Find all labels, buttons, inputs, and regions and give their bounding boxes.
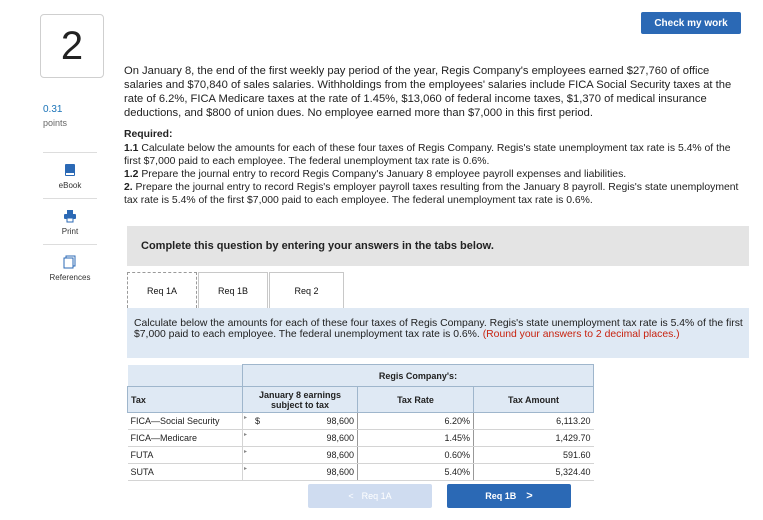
earnings-input[interactable]: ▸ 98,600 [243, 464, 358, 481]
ebook-button[interactable] [43, 152, 97, 197]
book-icon [63, 163, 77, 177]
required-item: 1.2 Prepare the journal entry to record Regis Company's January 8 employee payroll expenses and liabilities. [124, 169, 627, 180]
tax-rate-input[interactable]: 0.60% [358, 447, 474, 464]
tax-table [127, 364, 594, 481]
earnings-input[interactable]: ▸ 98,600 [243, 447, 358, 464]
table-title: Regis Company's: [243, 365, 594, 387]
required-item: 2. Prepare the journal entry to record Regis's employer payroll taxes resulting from the January 8 payroll. Regis's state unemployment tax rate is 5.4% of the first $7,000 paid to each employee. The federal unemployment tax rate is 0.6%. [124, 182, 739, 206]
table-row [128, 464, 594, 481]
table-row [128, 430, 594, 447]
prev-tab-label: Req 1A [361, 491, 392, 501]
references-button[interactable] [43, 244, 97, 289]
next-tab-button[interactable] [447, 484, 571, 508]
earnings-input[interactable]: ▸ 98,600 [243, 430, 358, 447]
header-earnings: January 8 earnings subject to tax [243, 387, 358, 413]
tab-req-1a[interactable]: Req 1A [127, 272, 197, 308]
header-rate: Tax Rate [358, 387, 474, 413]
next-tab-label: Req 1B [485, 491, 517, 501]
question-number: 2 [40, 14, 104, 78]
header-tax: Tax [128, 387, 243, 413]
required-section [124, 128, 746, 207]
check-my-work-button[interactable]: Check my work [641, 12, 741, 34]
tab-bar [127, 272, 345, 308]
chevron-left-icon: < [348, 491, 354, 501]
earnings-input[interactable]: ▸ $ 98,600 [243, 413, 358, 430]
table-row [128, 447, 594, 464]
tax-amount: 1,429.70 [474, 430, 594, 447]
tax-name: FICA—Social Security [128, 413, 243, 430]
tab-req-2[interactable]: Req 2 [269, 272, 344, 308]
tax-rate-input[interactable]: 1.45% [358, 430, 474, 447]
required-heading: Required: [124, 129, 173, 140]
tax-name: FUTA [128, 447, 243, 464]
question-text: On January 8, the end of the first weekly pay period of the year, Regis Company's employees earned $27,760 of office salaries and $70,840 of sales salaries. Withholdings from the employees' salaries include FICA Social Security taxes at the rate of 6.2%, FICA Medicare taxes at the rate of 1.45%, $13,060 of federal income taxes, $1,370 of medical insurance deductions, and $800 of union dues. No employee earned more than $7,000 in this first period. [124, 65, 732, 119]
prev-tab-button[interactable] [308, 484, 432, 508]
table-row [128, 413, 594, 430]
instruction-text: Calculate below the amounts for each of these four taxes of Regis Company. Regis's state unemployment tax rate is 5.4% of the first $7,000 paid to each employee. The federal unemployment tax rate is 0.6%. [134, 318, 743, 341]
chevron-right-icon: > [526, 490, 533, 502]
ebook-label: eBook [58, 181, 82, 190]
tax-name: FICA—Medicare [128, 430, 243, 447]
dollar-sign: $ [255, 416, 261, 426]
tax-rate-input[interactable]: 6.20% [358, 413, 474, 430]
instruction-panel [127, 308, 749, 358]
points-label: points [43, 118, 68, 128]
tax-amount: 6,113.20 [474, 413, 594, 430]
header-amount: Tax Amount [474, 387, 594, 413]
rounding-note: (Round your answers to 2 decimal places.) [482, 329, 680, 341]
tax-amount: 591.60 [474, 447, 594, 464]
tax-name: SUTA [128, 464, 243, 481]
printer-icon [63, 209, 77, 223]
complete-question-banner: Complete this question by entering your answers in the tabs below. [127, 226, 749, 266]
references-label: References [49, 273, 91, 282]
tax-rate-input[interactable]: 5.40% [358, 464, 474, 481]
print-button[interactable] [43, 198, 97, 243]
required-item: 1.1 Calculate below the amounts for each of these four taxes of Regis Company. Regis's state unemployment tax rate is 5.4% of the first $7,000 paid to each employee. The federal unemployment tax rate is 0.6%. [124, 143, 731, 167]
references-icon [63, 255, 77, 269]
points-value: 0.31 [43, 104, 63, 115]
tax-amount: 5,324.40 [474, 464, 594, 481]
tab-req-1b[interactable]: Req 1B [198, 272, 268, 308]
print-label: Print [61, 227, 79, 236]
